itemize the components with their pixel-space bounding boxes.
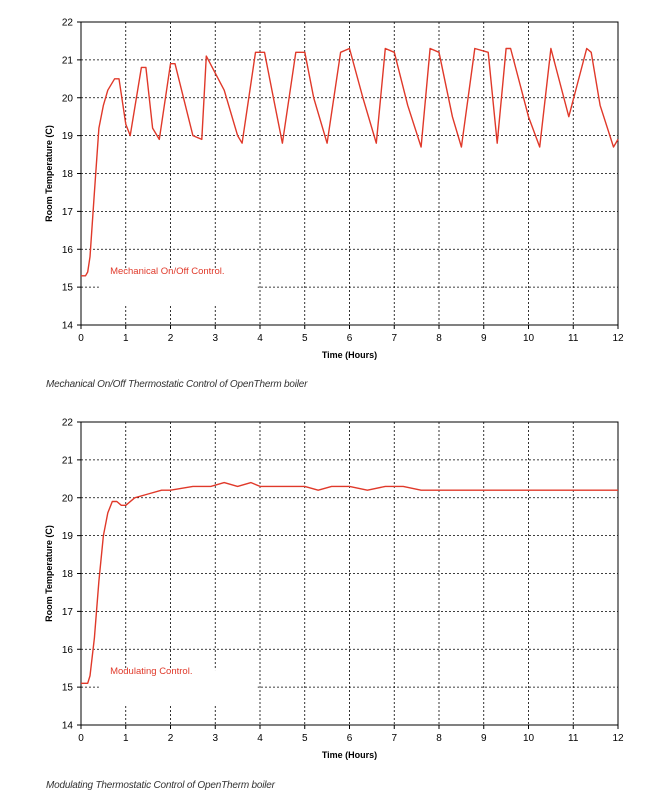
y-axis-label: Room Temperature (C)	[44, 525, 54, 622]
x-tick-label: 5	[301, 333, 308, 344]
figure-2	[0, 400, 660, 800]
x-tick-label: 10	[522, 733, 535, 744]
x-tick-label: 4	[257, 733, 263, 744]
y-tick-label: 22	[61, 17, 73, 29]
x-tick-label: 7	[391, 333, 398, 344]
y-tick-label: 17	[61, 206, 73, 218]
y-tick-label: 18	[61, 569, 73, 580]
x-tick-label: 11	[568, 333, 579, 344]
x-tick-label: 8	[436, 733, 442, 744]
y-tick-label: 20	[61, 493, 73, 505]
y-tick-label: 19	[61, 531, 73, 543]
y-tick-label: 18	[61, 169, 73, 180]
y-tick-label: 20	[61, 93, 73, 105]
y-tick-label: 17	[61, 606, 73, 618]
x-tick-label: 9	[480, 733, 487, 744]
x-axis-label: Time (Hours)	[321, 350, 378, 360]
y-tick-label: 16	[61, 644, 73, 656]
y-tick-label: 14	[61, 320, 73, 332]
x-tick-label: 7	[391, 733, 398, 744]
x-tick-label: 9	[480, 333, 487, 344]
x-tick-label: 3	[212, 733, 219, 744]
annotation-label: Modulating Control.	[110, 665, 193, 677]
x-tick-label: 6	[346, 733, 353, 744]
x-tick-label: 3	[212, 333, 219, 344]
x-tick-label: 8	[436, 333, 442, 344]
x-tick-label: 4	[257, 333, 263, 344]
y-tick-label: 16	[61, 244, 73, 256]
y-tick-label: 21	[61, 455, 73, 467]
x-tick-label: 10	[522, 333, 535, 344]
x-tick-label: 1	[122, 733, 129, 744]
x-tick-label: 5	[301, 733, 308, 744]
x-tick-label: 12	[612, 733, 624, 744]
x-tick-label: 2	[167, 733, 174, 744]
x-tick-label: 0	[78, 733, 84, 744]
x-tick-label: 1	[122, 333, 129, 344]
y-tick-label: 15	[61, 282, 73, 294]
y-tick-label: 14	[61, 720, 73, 732]
x-axis-label: Time (Hours)	[321, 750, 378, 760]
x-tick-label: 12	[612, 333, 624, 344]
x-tick-label: 6	[346, 333, 353, 344]
chart-modulating	[0, 400, 660, 775]
x-tick-label: 0	[78, 333, 84, 344]
y-tick-label: 21	[61, 55, 73, 67]
x-tick-label: 11	[568, 733, 579, 744]
y-tick-label: 15	[61, 682, 73, 694]
caption-modulating: Modulating Thermostatic Control of OpenTherm boiler	[46, 780, 275, 791]
x-tick-label: 2	[167, 333, 174, 344]
annotation-label: Mechanical On/Off Control.	[110, 265, 225, 277]
y-axis-label: Room Temperature (C)	[44, 125, 54, 222]
caption-mechanical: Mechanical On/Off Thermostatic Control of OpenTherm boiler	[46, 379, 308, 390]
y-tick-label: 22	[61, 417, 73, 429]
y-tick-label: 19	[61, 131, 73, 143]
chart-mechanical	[0, 0, 660, 375]
